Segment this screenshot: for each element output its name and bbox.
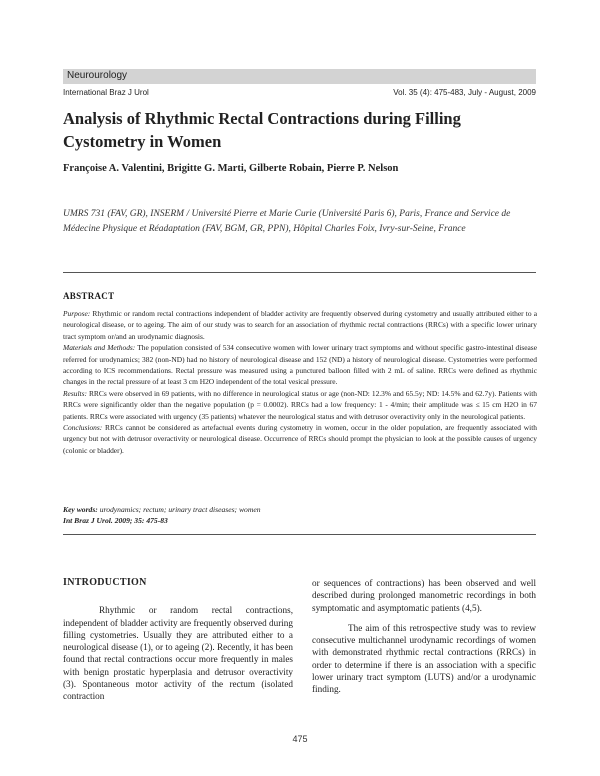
citation-text: Int Braz J Urol. 2009; 35: 475-83 [63,516,168,525]
intro-heading: INTRODUCTION [63,577,147,588]
citation-line [63,515,261,526]
methods-text: The population consisted of 534 consecutive women with lower urinary tract symptoms and without specific gastro-intestinal disease referred for urodynamics; 382 (non-ND) had no history of neurological disease and 152 (ND) a history of neurological disease. Cystometries were performed according to ICS recommendations. Rectal pressure was measured using a punctured balloon filled with 2 mL of saline. RRCs were defined as rhythmic changes in the rectal pressure of at least 3 cm H2O independent of the total vesical pressure. [63,343,538,387]
keywords-block [63,504,261,526]
intro-paragraph-1-cont: or sequences of contractions) has been observed and well described during prolonged manometric recordings in both symptomatic and asymptomatic patients (4,5). [312,578,536,613]
intro-paragraph-1: Rhythmic or random rectal contractions, independent of bladder activity are frequently observed during filling cystometries. Usually they are attributed either to a neurological disease (1), or to ageing (2). Recently, it has been found that rectal contractions occur more frequently in males with benign prostatic hyperplasia and detrusor overactivity (3). Spontaneous motor activity of the rectum (isolated contraction [63,605,293,702]
affiliation: UMRS 731 (FAV, GR), INSERM / Université Pierre et Marie Curie (Université Paris 6), Paris, France and Service de Médecine Physique et Réadaptation (FAV, BGM, GR, PPN), Hôpital Charles Foix, Ivry-sur-Seine, France [63,209,511,234]
abstract-methods [63,342,537,388]
article-title: Analysis of Rhythmic Rectal Contractions during Filling Cystometry in Women [63,109,461,151]
purpose-text: Rhythmic or random rectal contractions independent of bladder activity are frequently observed during cystometry and usually attributed either to a neurological disease, or to ageing. The aim of our study was to search for an association of rhythmic rectal contractions (RRCs) with a specific lower urinary tract symptom or/and an urodynamic diagnosis. [63,309,537,341]
section-bar [63,69,536,84]
intro-paragraph-2: The aim of this retrospective study was to review consecutive multichannel urodynamic recordings of women with demonstrated rhythmic rectal contractions (RRCs) in order to determine if there is an association with a specific lower urinary tract symptom (LUTS) and/or a urodynamic finding. [312,622,536,695]
conclusions-label: Conclusions: [63,423,103,433]
column-left [63,577,293,703]
divider-top [63,272,536,273]
abstract-results [63,388,537,422]
journal-name: International Braz J Urol [63,88,149,97]
results-label: Results: [63,388,87,398]
abstract-body [63,308,537,456]
column-right [312,577,536,696]
purpose-label: Purpose: [63,309,91,318]
results-text: RRCs were observed in 69 patients, with no difference in neurological status or age (non-ND: 12.3% and 65.5y; ND: 14.5% and 62.7y). Patients with RRCs were significantly older than the negative population (p = 0.0002). RRCs had a low frequency: 1 - 4/min; their amplitude was ≤ 15 cm H2O in 67 patients. RRCs were associated with urgency (35 patients) whatever the neurological status and with detrusor overactivity only in the neurological patients. [63,388,537,421]
abstract-purpose [63,308,537,342]
journal-volume: Vol. 35 (4): 475-483, July - August, 2009 [393,88,536,97]
abstract-conclusions [63,422,537,456]
keywords-label: Key words: [63,505,98,514]
keywords-line [63,504,261,515]
keywords-text: urodynamics; rectum; urinary tract diseases; women [99,505,261,514]
abstract-heading: ABSTRACT [63,291,115,301]
divider-bottom [63,534,536,535]
methods-label: Materials and Methods: [63,343,136,353]
journal-line [63,88,536,97]
section-label: Neurourology [67,70,128,81]
conclusions-text: RRCs cannot be considered as artefactual events during cystometry in women, occur in the older population, are frequently associated with urgency but not with detrusor overactivity or neurological disease. Occurrence of RRCs should prompt the physician to look at the possible causes of urgency (colonic or bladder). [63,423,538,455]
page-number: 475 [292,734,308,744]
author-list: Françoise A. Valentini, Brigitte G. Marti, Gilberte Robain, Pierre P. Nelson [63,163,399,174]
